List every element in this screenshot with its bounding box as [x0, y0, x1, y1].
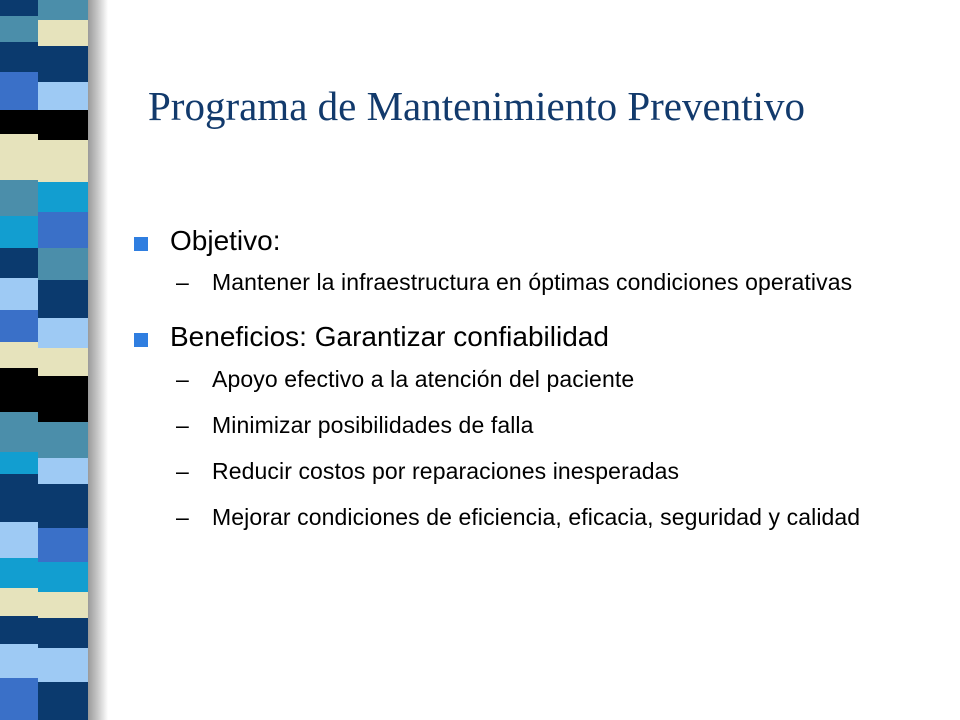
stripe-segment [38, 280, 88, 318]
stripe-segment [0, 368, 38, 412]
subitem-text: Minimizar posibilidades de falla [212, 412, 534, 438]
stripe-segment [0, 180, 38, 216]
dash-icon: – [176, 458, 189, 484]
subitem-text: Mejorar condiciones de eficiencia, eficacia, seguridad y calidad [212, 504, 861, 530]
slide-content [134, 222, 914, 533]
stripe-segment [0, 72, 38, 110]
stripe-segment [0, 522, 38, 558]
stripe-segment [38, 318, 88, 348]
stripe-segment [0, 558, 38, 588]
stripe-column-middle [38, 0, 88, 720]
stripe-segment [38, 182, 88, 212]
stripe-segment [0, 42, 38, 72]
stripe-segment [38, 46, 88, 82]
square-bullet-icon [134, 333, 148, 347]
stripe-segment [38, 82, 88, 110]
stripe-segment [38, 648, 88, 682]
stripe-segment [38, 248, 88, 280]
subitem-beneficios-3 [134, 455, 914, 487]
stripe-segment [38, 458, 88, 484]
subitem-text: Reducir costos por reparaciones inesperadas [212, 458, 680, 484]
subitem-beneficios-2 [134, 409, 914, 441]
stripe-segment [38, 528, 88, 562]
stripe-segment [38, 562, 88, 592]
stripe-segment [38, 140, 88, 182]
stripe-segment [0, 16, 38, 42]
stripe-segment [38, 484, 88, 528]
stripe-segment [0, 216, 38, 248]
stripe-segment [0, 342, 38, 368]
stripe-segment [0, 412, 38, 452]
bullet-text: Objetivo: [170, 225, 281, 256]
stripe-segment [38, 682, 88, 720]
subitem-beneficios-1 [134, 363, 914, 395]
subitem-text: Mantener la infraestructura en óptimas condiciones operativas [212, 269, 853, 295]
slide-title: Programa de Mantenimiento Preventivo [148, 83, 805, 129]
subitem-text: Apoyo efectivo a la atención del paciente [212, 366, 635, 392]
stripe-segment [0, 134, 38, 180]
dash-icon: – [176, 412, 189, 438]
stripe-segment [0, 678, 38, 720]
stripe-segment [0, 278, 38, 310]
subitem-beneficios-4 [134, 501, 914, 533]
stripe-segment [0, 474, 38, 522]
stripe-segment [38, 0, 88, 20]
stripe-segment [38, 20, 88, 46]
bullet-text: Beneficios: Garantizar confiabilidad [170, 321, 609, 352]
stripe-segment [38, 592, 88, 618]
stripe-segment [38, 110, 88, 140]
bullet-objetivo [134, 222, 914, 260]
square-bullet-icon [134, 237, 148, 251]
dash-icon: – [176, 366, 189, 392]
bullet-beneficios [134, 318, 914, 356]
stripe-segment [0, 452, 38, 474]
stripe-segment [38, 212, 88, 248]
stripe-segment [0, 110, 38, 134]
stripe-segment [0, 644, 38, 678]
stripe-segment [38, 348, 88, 376]
decorative-stripe-band [0, 0, 108, 720]
stripe-shadow [88, 0, 108, 720]
stripe-segment [38, 376, 88, 422]
subitem-objetivo-1 [134, 266, 914, 298]
stripe-segment [38, 422, 88, 458]
stripe-segment [0, 310, 38, 342]
stripe-segment [0, 588, 38, 616]
stripe-segment [38, 618, 88, 648]
stripe-column-left [0, 0, 38, 720]
stripe-segment [0, 0, 38, 16]
dash-icon: – [176, 269, 189, 295]
dash-icon: – [176, 504, 189, 530]
stripe-segment [0, 616, 38, 644]
stripe-segment [0, 248, 38, 278]
